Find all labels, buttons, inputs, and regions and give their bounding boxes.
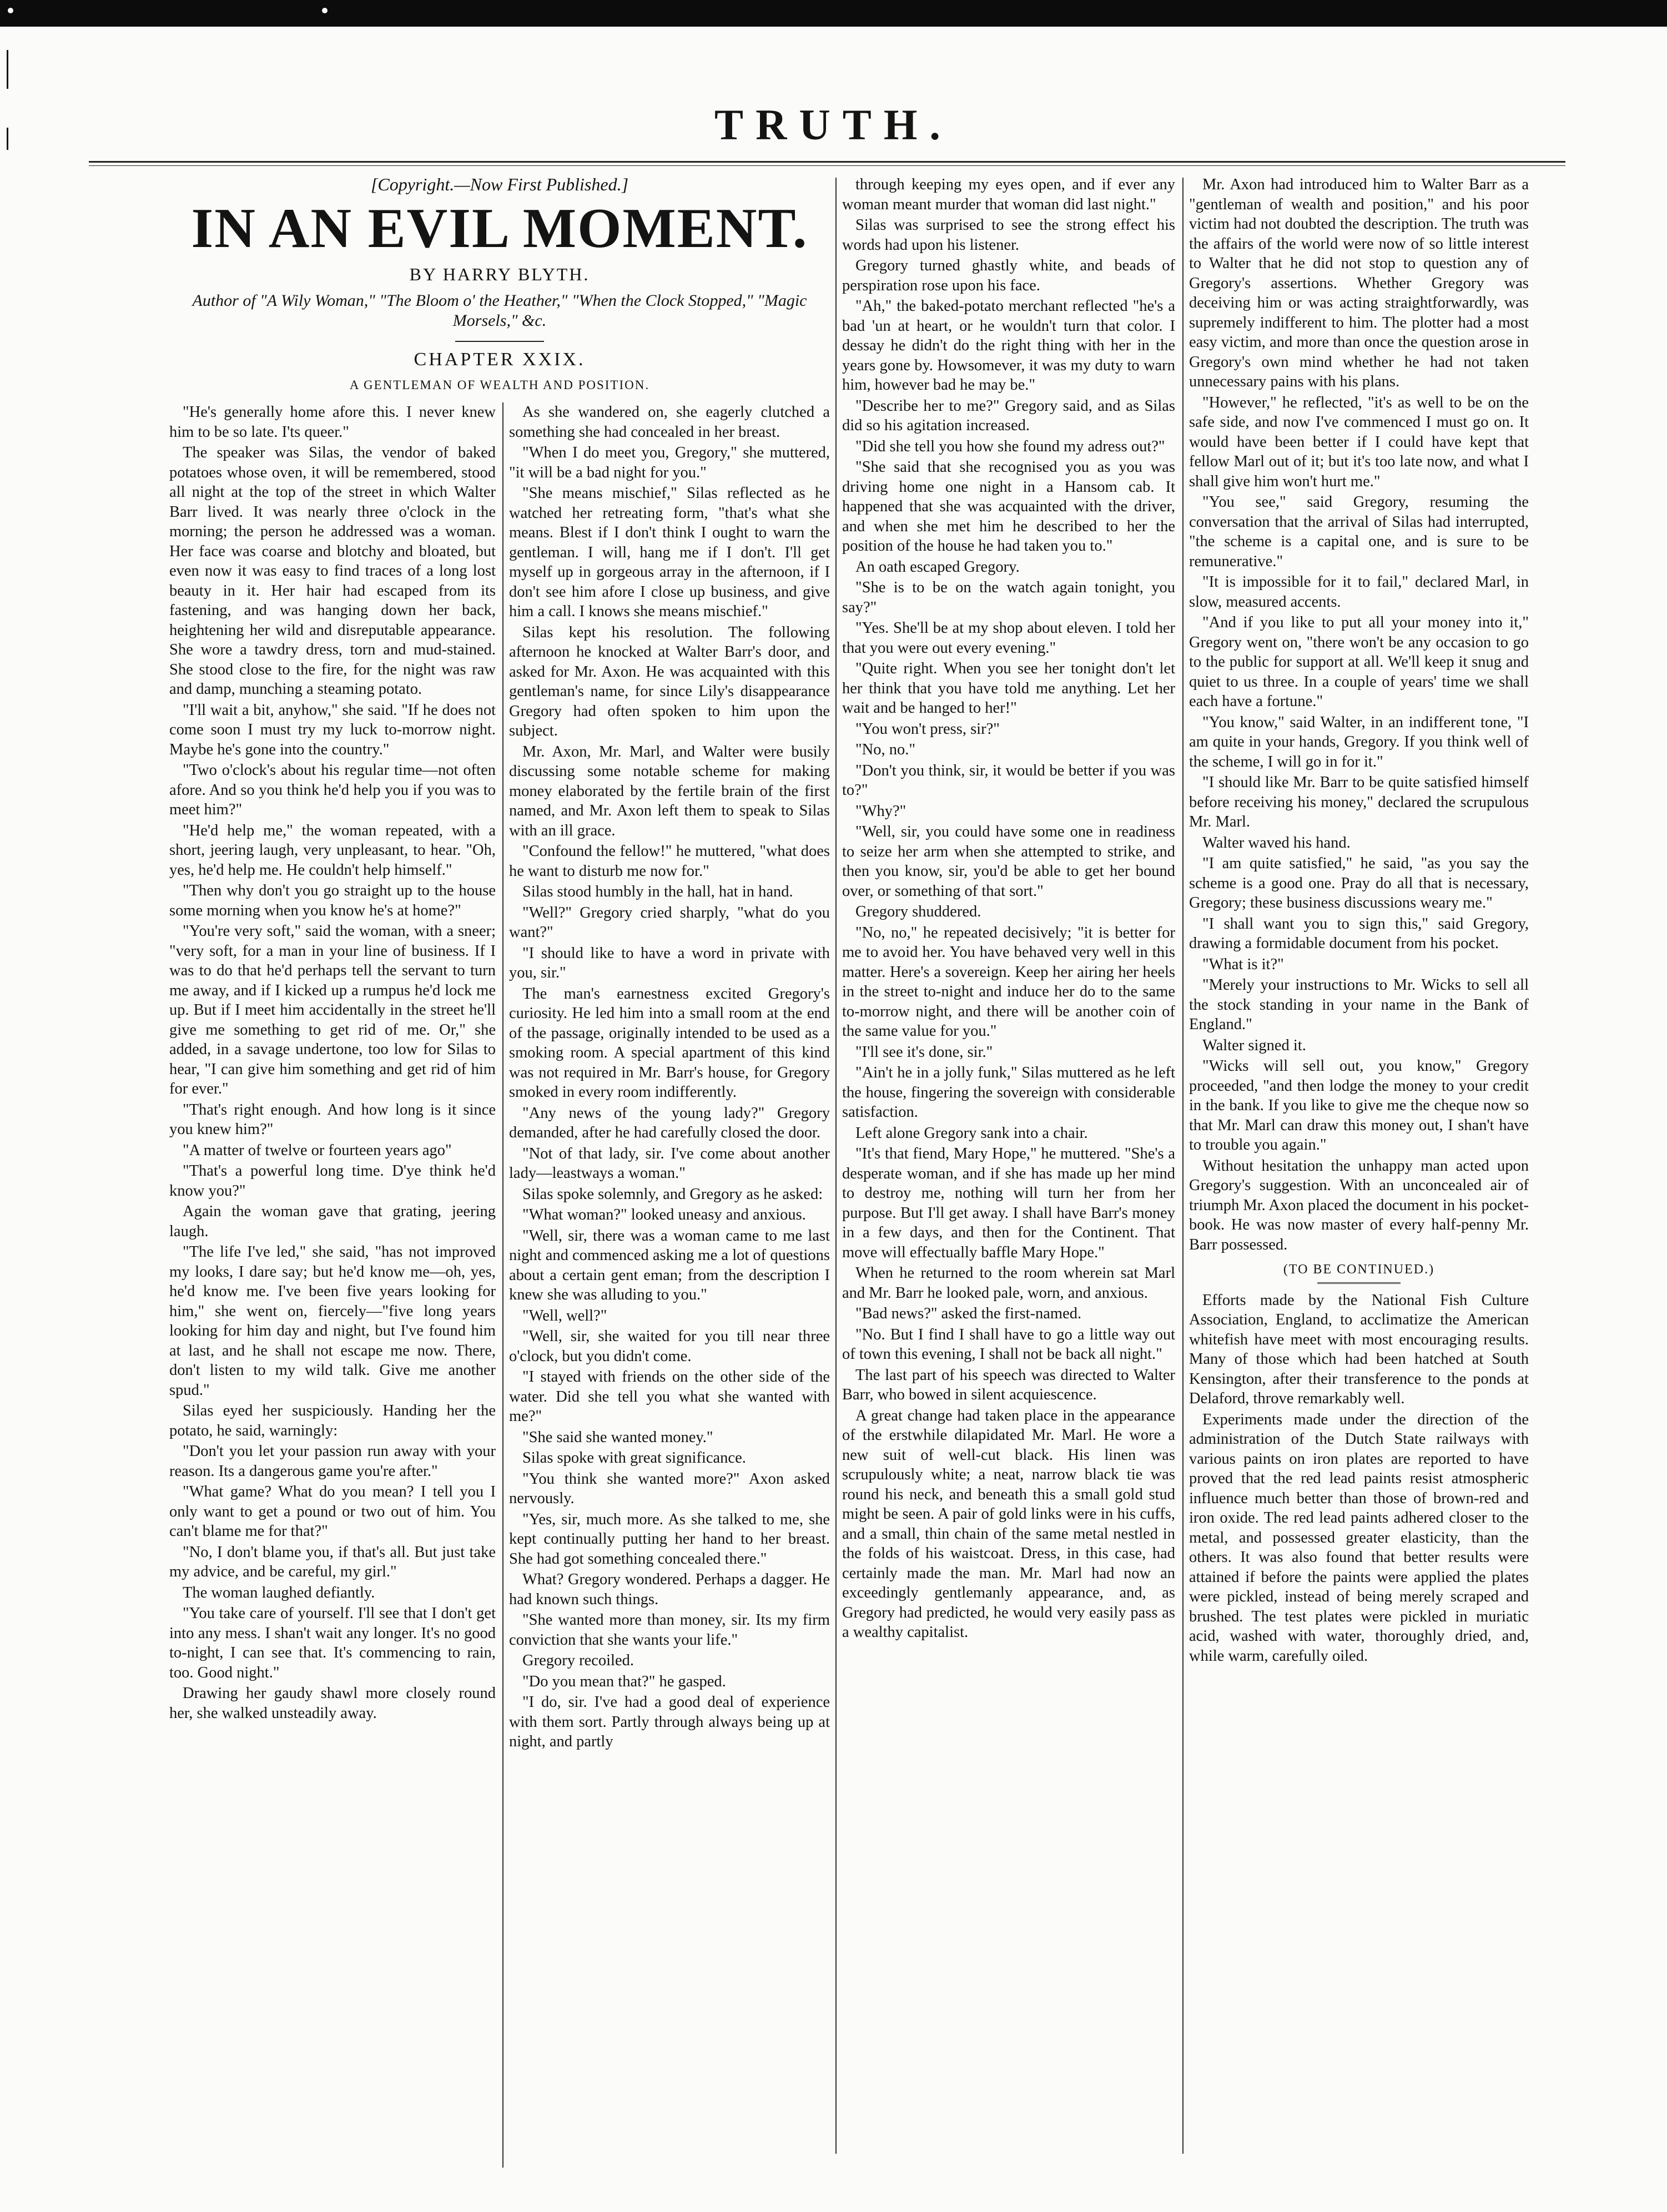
paragraph: Experiments made under the direction of the administration of the Dutch State railways with various paints on iron plates are reported to have proved that the red lead paints resist atmospheric influence much better than those of brown-red and iron oxide. The red lead paints adhered closer to the metal, and possessed greater elasticity, than the others. It was also found that better results were attained if before the paints were applied the plates were pickled, instead of being merely scraped and brushed. The test plates were pickled in muriatic acid, washed with water, thoroughly dried, and, while warm, carefully oiled. bbox=[1189, 1410, 1529, 1665]
paragraph: "She said she wanted money." bbox=[522, 1428, 713, 1446]
text-column-2 bbox=[509, 402, 830, 1753]
byline: BY HARRY BLYTH. bbox=[409, 264, 590, 284]
paragraph: "Yes. She'll be at my shop about eleven. I told her that you were out every evening." bbox=[842, 619, 1175, 657]
paragraph: "Yes, sir, much more. As she talked to me, she kept continually putting her hand to her breast. She had got something concealed there." bbox=[509, 1510, 830, 1568]
paragraph: "A matter of twelve or fourteen years ago" bbox=[183, 1141, 452, 1159]
author-credits: Author of "A Wily Woman," "The Bloom o' the Heather," "When the Clock Stopped," "Magic Morsels," &c. bbox=[192, 291, 807, 330]
paragraph: "No, I don't blame you, if that's all. But just take my advice, and be careful, my girl." bbox=[169, 1543, 496, 1580]
paragraph: "Ah," the baked-potato merchant reflected "he's a bad 'un at heart, or he wouldn't turn that color. I dessay he didn't do the right thing with her in the years gone by. Howsomever, it was my duty to warn him, however bad he may be." bbox=[842, 298, 1175, 394]
paragraph: Without hesitation the unhappy man acted upon Gregory's suggestion. With an unconcealed air of triumph Mr. Axon placed the document in his pocket-book. He was now master of every half-penny Mr. Barr possessed. bbox=[1189, 1157, 1529, 1253]
paragraph: "I should like to have a word in private with you, sir." bbox=[509, 944, 830, 981]
scan-edge-mark bbox=[7, 50, 8, 89]
story-title: IN AN EVIL MOMENT. bbox=[191, 196, 808, 260]
paragraph: "Well, sir, she waited for you till near three o'clock, but you didn't come. bbox=[509, 1328, 830, 1365]
chapter-heading: CHAPTER XXIX. bbox=[414, 349, 586, 370]
edge-dot bbox=[322, 8, 328, 13]
paragraph: Mr. Axon, Mr. Marl, and Walter were busily discussing some notable scheme for making money elaborated by the fertile brain of the first named, and Mr. Axon left them to speak to Silas with an ill grace. bbox=[509, 743, 830, 839]
copyright-notice: [Copyright.—Now First Published.] bbox=[370, 175, 629, 194]
column-rule bbox=[835, 178, 837, 2154]
story-columns bbox=[169, 402, 830, 2173]
paragraph: The man's earnestness excited Gregory's curiosity. He led him into a small room at the end of the passage, originally intended to be used as a smoking room. A special apartment of this kind was not required in Mr. Barr's house, for Gregory smoked in every room indifferently. bbox=[509, 985, 830, 1101]
column-rule bbox=[502, 402, 503, 2168]
paragraph: "She means mischief," Silas reflected as he watched her retreating form, "that's what she means. Blest if I don't think I ought to warn the gentleman. I will, hang me if I don't. I'll get myself up in gorgeous array in the afternoon, if I don't see him afore I close up business, and give him a call. I knows she means mischief." bbox=[509, 485, 830, 620]
paragraph: "No. But I find I shall have to go a little way out of town this evening, I shall not be back all night." bbox=[842, 1326, 1175, 1363]
paragraph: Silas eyed her suspiciously. Handing her the potato, he said, warningly: bbox=[169, 1402, 496, 1439]
paragraph: A great change had taken place in the appearance of the erstwhile dilapidated Mr. Marl. He wore a new suit of well-cut black. His linen was scrupulously white; a neat, narrow black tie was round his neck, and beneath this a small gold stud might be seen. A pair of gold links were in his cuffs, and a small, thin chain of the same metal nestled in the folds of his waistcoat. Dress, in this case, had certainly made the man. Mr. Marl had now an exceedingly gentlemanly appearance, and, as Gregory had predicted, he would very easily pass as a wealthy capitalist. bbox=[842, 1407, 1175, 1641]
paragraph: Mr. Axon had introduced him to Walter Barr as a "gentleman of wealth and position," and his poor victim had not doubted the description. The truth was the affairs of the world were now of so little interest to Walter that he did not stop to question any of Gregory's assertions. Whether Gregory was deceiving him or was acting straightforwardly, was supremely indifferent to him. The plotter had a most easy victim, and more than once the question arose in Gregory's own mind whether he had not taken unnecessary pains with his plans. bbox=[1189, 176, 1529, 390]
paragraph: "Bad news?" asked the first-named. bbox=[855, 1305, 1082, 1322]
paragraph: "It's that fiend, Mary Hope," he muttered. "She's a desperate woman, and if she has made up her mind to destroy me, nothing will turn her from her purpose. But I'll get away. I shall have Barr's money in a few days, and then for the Continent. That move will effectually baffle Mary Hope." bbox=[842, 1145, 1175, 1261]
paragraph: "When I do meet you, Gregory," she muttered, "it will be a bad night for you." bbox=[509, 444, 830, 481]
paragraph: "Then why don't you go straight up to the house some morning when you know he's at home?" bbox=[169, 882, 496, 919]
paragraph: "What woman?" looked uneasy and anxious. bbox=[522, 1206, 806, 1223]
paragraph: "Well, well?" bbox=[522, 1307, 607, 1324]
paragraph: The woman laughed defiantly. bbox=[183, 1584, 375, 1601]
paragraph: "However," he reflected, "it's as well to be on the safe side, and now I've commenced I must go on. It would have been better if I could have kept that fellow Marl out of it; but it's too late now, and what I shall give him won't hurt me." bbox=[1189, 394, 1529, 490]
paragraph: "I shall want you to sign this," said Gregory, drawing a formidable document from his pocket. bbox=[1189, 915, 1529, 952]
text-column-1 bbox=[169, 402, 496, 1724]
paragraph: "No, no," he repeated decisively; "it is better for me to avoid her. You have behaved very well in this matter. Here's a sovereign. Keep her airing her heels in the street to-night and induce her do to the same to-morrow night, and there will be another coin of the same value for you." bbox=[842, 924, 1175, 1040]
paragraph: Gregory shuddered. bbox=[855, 903, 981, 920]
paragraph: Gregory turned ghastly white, and beads of perspiration rose upon his face. bbox=[842, 257, 1175, 294]
paragraph: "Two o'clock's about his regular time—not often afore. And so you think he'd help you if you was to meet him?" bbox=[169, 762, 496, 818]
section-ornament bbox=[1317, 1282, 1401, 1284]
paragraph: "I stayed with friends on the other side of the water. Did she tell you what she wanted with me?" bbox=[509, 1368, 830, 1425]
paragraph: "What is it?" bbox=[1202, 955, 1284, 973]
story-continuation bbox=[1189, 175, 1529, 1254]
paragraph: "What game? What do you mean? I tell you I only want to get a pound or two out of him. You can't blame me for that?" bbox=[169, 1483, 496, 1540]
paragraph: "That's right enough. And how long is it since you knew him?" bbox=[169, 1101, 496, 1138]
paragraph: "He's generally home afore this. I never knew him to be so late. I'ts queer." bbox=[169, 404, 496, 441]
paragraph: "Confound the fellow!" he muttered, "what does he want to disturb me now for." bbox=[509, 843, 830, 880]
paragraph: "You won't press, sir?" bbox=[855, 720, 1000, 738]
paragraph: As she wandered on, she eagerly clutched a something she had concealed in her breast. bbox=[509, 404, 830, 441]
paragraph: "Merely your instructions to Mr. Wicks to sell all the stock standing in your name in the Bank of England." bbox=[1189, 976, 1529, 1033]
paragraph: Again the woman gave that grating, jeering laugh. bbox=[169, 1203, 496, 1240]
paragraph: "You see," said Gregory, resuming the conversation that the arrival of Silas had interrupted, "the scheme is a capital one, and is sure to be remunerative." bbox=[1189, 493, 1529, 570]
paragraph: "You know," said Walter, in an indifferent tone, "I am quite in your hands, Gregory. If you think well of the scheme, I will go in for it." bbox=[1189, 713, 1529, 770]
masthead-rule-thin bbox=[89, 165, 1565, 166]
story-block bbox=[169, 175, 830, 2173]
paragraph: "She wanted more than money, sir. Its my firm conviction that she wants your life." bbox=[509, 1611, 830, 1649]
paragraph: "Don't you let your passion run away with your reason. Its a dangerous game you're after." bbox=[169, 1443, 496, 1480]
paragraph: "Why?" bbox=[855, 802, 906, 820]
paragraph: "And if you like to put all your money into it," Gregory went on, "there won't be any occasion to go to the public for support at all. We'll keep it snug and quiet to us three. In a couple of years' time we shall each have a fortune." bbox=[1189, 614, 1529, 710]
paragraph: "Not of that lady, sir. I've come about another lady—leastways a woman." bbox=[509, 1145, 830, 1182]
paragraph: "I'll see it's done, sir." bbox=[855, 1043, 993, 1061]
paragraph: "Any news of the young lady?" Gregory demanded, after he had carefully closed the door. bbox=[509, 1104, 830, 1141]
paragraph: "It is impossible for it to fail," declared Marl, in slow, measured accents. bbox=[1189, 573, 1529, 611]
paragraph: Efforts made by the National Fish Culture Association, England, to acclimatize the American whitefish have meet with most encouraging results. Many of those which had been hatched at South Kensington, after their transference to the ponds at Delaford, throve remarkably well. bbox=[1189, 1291, 1529, 1407]
paragraph: "The life I've led," she said, "has not improved my looks, I dare say; but he'd know me—oh, yes, he'd know me. I've been five years looking for him," she went on, fiercely—"five long years looking for him day and night, but I've found him at last, and he shall not escape me now. There, don't listen to my wild talk. Give me another spud." bbox=[169, 1243, 496, 1399]
paragraph: "I'll wait a bit, anyhow," she said. "If he does not come soon I must try my luck to-morrow night. Maybe he's gone into the country." bbox=[169, 701, 496, 758]
paragraph: Walter signed it. bbox=[1202, 1036, 1306, 1054]
paragraph: through keeping my eyes open, and if ever any woman meant murder that woman did last night." bbox=[842, 176, 1175, 213]
paragraph: "No, no." bbox=[855, 741, 915, 758]
paragraph: "Ain't he in a jolly funk," Silas muttered as he left the house, fingering the sovereign with considerable satisfaction. bbox=[842, 1064, 1175, 1121]
paragraph: Gregory recoiled. bbox=[522, 1652, 634, 1669]
paragraph: "You think she wanted more?" Axon asked nervously. bbox=[509, 1470, 830, 1507]
paragraph: Silas stood humbly in the hall, hat in hand. bbox=[522, 883, 793, 900]
paragraph: "Well?" Gregory cried sharply, "what do you want?" bbox=[509, 904, 830, 941]
paragraph: Silas kept his resolution. The following afternoon he knocked at Walter Barr's door, and asked for Mr. Axon. He was acquainted with this gentleman's name, for since Lily's disappearance Gregory had often spoken to him upon the subject. bbox=[509, 623, 830, 739]
paragraph: When he returned to the room wherein sat Marl and Mr. Barr he looked pale, worn, and anxious. bbox=[842, 1264, 1175, 1302]
masthead-rule bbox=[89, 161, 1565, 163]
text-column-3 bbox=[842, 175, 1175, 2173]
paragraph: "Do you mean that?" he gasped. bbox=[522, 1672, 726, 1690]
paragraph: "That's a powerful long time. D'ye think he'd know you?" bbox=[169, 1162, 496, 1200]
paragraph: "Wicks will sell out, you know," Gregory proceeded, "and then lodge the money to your credit in the bank. If you like to give me the cheque now so that Mr. Marl can draw this money out, I shan't have to trouble you again." bbox=[1189, 1057, 1529, 1153]
column-rule bbox=[1182, 178, 1183, 2154]
paragraph: "He'd help me," the woman repeated, with a short, jeering laugh, very unpleasant, to hear. "Oh, yes, he'd help me. He couldn't help himself." bbox=[169, 822, 496, 879]
paragraph: "Did she tell you how she found my adress out?" bbox=[855, 437, 1165, 455]
masthead: TRUTH. bbox=[714, 100, 953, 149]
paragraph: "You take care of yourself. I'll see that I don't get into any mess. I shan't wait any longer. It's no good to-night, I can see that. It's commencing to rain, too. Good night." bbox=[169, 1605, 496, 1681]
paragraph: The speaker was Silas, the vendor of baked potatoes whose oven, it will be remembered, stood all night at the top of the street in which Walter Barr lived. It was nearly three o'clock in the morning; the person he addressed was a woman. Her face was coarse and blotchy and bloated, but even now it was easy to find traces of a long lost beauty in it. Her hair had escaped from its fastening, and was hanging down her back, heightening her wild and disreputable appearance. She wore a tawdry dress, torn and mud-stained. She stood close to the fire, for the night was raw and damp, munching a steaming potato. bbox=[169, 444, 496, 698]
paragraph: "I am quite satisfied," he said, "as you say the scheme is a good one. Pray do all that is necessary, Gregory; these business discussions weary me." bbox=[1189, 855, 1529, 911]
to-be-continued: (TO BE CONTINUED.) bbox=[1283, 1262, 1435, 1277]
paragraph: "Quite right. When you see her tonight don't let her think that you have told me anything. Let her wait and be hanged to her!" bbox=[842, 660, 1175, 717]
header-rule bbox=[455, 341, 544, 342]
paragraph: "I do, sir. I've had a good deal of experience with them sort. Partly through always being up at night, and partly bbox=[509, 1694, 830, 1750]
paragraph: "Well, sir, there was a woman came to me last night and commenced asking me a lot of questions about a certain gent eman; from the description I knew she was alluding to you." bbox=[509, 1227, 830, 1303]
paragraph: "You're very soft," said the woman, with a sneer; "very soft, for a man in your line of business. If I was to do that he'd perhaps tell the servant to turn me away, and if I kicked up a rumpus he'd lock me up. But if I meet him accidentally in the street he'll give me something to get rid of me. Or," she added, in a savage undertone, too low for Silas to hear, "I can give him something and get rid of him for ever." bbox=[169, 923, 496, 1097]
paragraph: Left alone Gregory sank into a chair. bbox=[855, 1124, 1088, 1142]
paragraph: "She said that she recognised you as you was driving home one night in a Hansom cab. It happened that she was acquainted with the driver, and when she met him he described to her the position of the house he had taken you to." bbox=[842, 458, 1175, 555]
paragraph: Drawing her gaudy shawl more closely round her, she walked unsteadily away. bbox=[169, 1685, 496, 1722]
paragraph: Walter waved his hand. bbox=[1202, 834, 1351, 851]
paragraph: Silas spoke solemnly, and Gregory as he asked: bbox=[522, 1185, 823, 1203]
paragraph: An oath escaped Gregory. bbox=[855, 558, 1020, 576]
paragraph: "Don't you think, sir, it would be better if you was to?" bbox=[842, 762, 1175, 799]
paragraph: "I should like Mr. Barr to be quite satisfied himself before receiving his money," declared the scrupulous Mr. Marl. bbox=[1189, 774, 1529, 830]
news-items bbox=[1189, 1291, 1529, 1666]
paragraph: The last part of his speech was directed to Walter Barr, who bowed in silent acquiescence. bbox=[842, 1366, 1175, 1403]
text-column-4 bbox=[1189, 175, 1529, 2173]
paragraph: Silas spoke with great significance. bbox=[522, 1449, 746, 1467]
paragraph: "Describe her to me?" Gregory said, and as Silas did so his agitation increased. bbox=[842, 397, 1175, 434]
chapter-subhead: A GENTLEMAN OF WEALTH AND POSITION. bbox=[349, 377, 650, 392]
paragraph: What? Gregory wondered. Perhaps a dagger. He had known such things. bbox=[509, 1571, 830, 1608]
paragraph: "She is to be on the watch again tonight, you say?" bbox=[842, 579, 1175, 616]
top-black-band bbox=[0, 0, 1667, 27]
paragraph: Silas was surprised to see the strong effect his words had upon his listener. bbox=[842, 216, 1175, 254]
paragraph: "Well, sir, you could have some one in readiness to seize her arm when she attempted to strike, and then you know, sir, you'd be able to get her bound over, or something of that sort." bbox=[842, 823, 1175, 900]
edge-dot bbox=[8, 8, 13, 13]
